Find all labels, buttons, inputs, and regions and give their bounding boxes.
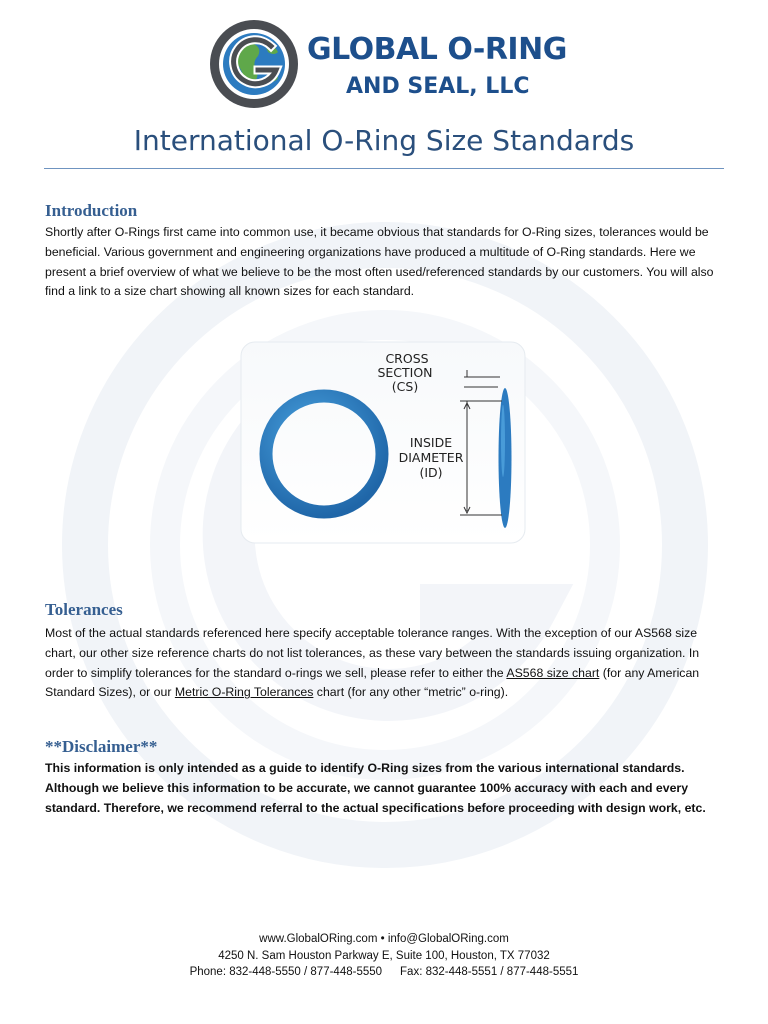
footer-address: 4250 N. Sam Houston Parkway E, Suite 100, Houston, TX 77032 (218, 949, 550, 962)
id-label-line2: DIAMETER (398, 450, 464, 465)
tolerances-heading: Tolerances (45, 600, 123, 619)
footer-fax: Fax: 832-448-5551 / 877-448-5551 (400, 966, 579, 978)
id-label-line1: INSIDE (409, 435, 453, 450)
id-label-line3: (ID) (419, 465, 443, 480)
footer-phone: Phone: 832-448-5550 / 877-448-5550 (189, 966, 383, 978)
metric-tolerances-link[interactable]: Metric O-Ring Tolerances (174, 685, 314, 700)
brand-name-line1: GLOBAL O-RING (307, 32, 567, 67)
as568-size-chart-link[interactable]: AS568 size chart (506, 665, 600, 680)
page-title: International O-Ring Size Standards (133, 124, 635, 157)
disclaimer-paragraph: This information is only intended as a guide to identify O-Ring sizes from the various international standards. Although we believe this information to be accurate, we cannot guarantee 100% accuracy with each and every standard. Therefore, we recommend referral to the actual specifications before proceeding with design work, etc. (45, 761, 706, 815)
oring-diagram (240, 341, 526, 544)
disclaimer-heading: **Disclaimer** (45, 737, 158, 756)
tolerances-text-2: (for any American Standard Sizes), or our (45, 665, 700, 700)
website-link[interactable]: www.GlobalORing.com (259, 933, 378, 945)
brand-name-line2: AND SEAL, LLC (346, 74, 530, 99)
company-logo (204, 18, 584, 110)
tolerances-text-3: chart (for any other “metric” o-ring). (313, 685, 509, 700)
intro-paragraph: Shortly after O-Rings first came into common use, it became obvious that standards for O-Ring sizes, tolerances would be beneficial. Various government and engineering organizations have produced a multitude of O-Ring standards. Here we present a brief overview of what we believe to be the most often used/referenced standards by our customers. You will also find a link to a size chart showing all known sizes for each standard. (45, 225, 714, 299)
cs-label-line2: SECTION (377, 365, 433, 380)
globe-logo-icon (204, 18, 304, 110)
footer-phone-fax-line (0, 964, 768, 981)
tolerances-paragraph (45, 624, 725, 703)
cs-label-line3: (CS) (391, 379, 419, 394)
cs-label-line1: CROSS (385, 351, 429, 366)
oring-cross-section (499, 388, 512, 528)
tolerances-text-1: Most of the actual standards referenced here specify acceptable tolerance ranges. With the exception of our AS568 size chart, our other size reference charts do not list tolerances, as these vary between the standards issuing organization. In order to simplify tolerances for the standard o-rings we sell, please refer to either the (45, 626, 700, 680)
title-divider (44, 168, 724, 169)
intro-heading: Introduction (45, 201, 138, 220)
footer-contact-line (0, 931, 768, 948)
footer-bullet: • (380, 933, 385, 945)
footer (0, 931, 768, 981)
email-link[interactable]: info@GlobalORing.com (387, 933, 509, 945)
